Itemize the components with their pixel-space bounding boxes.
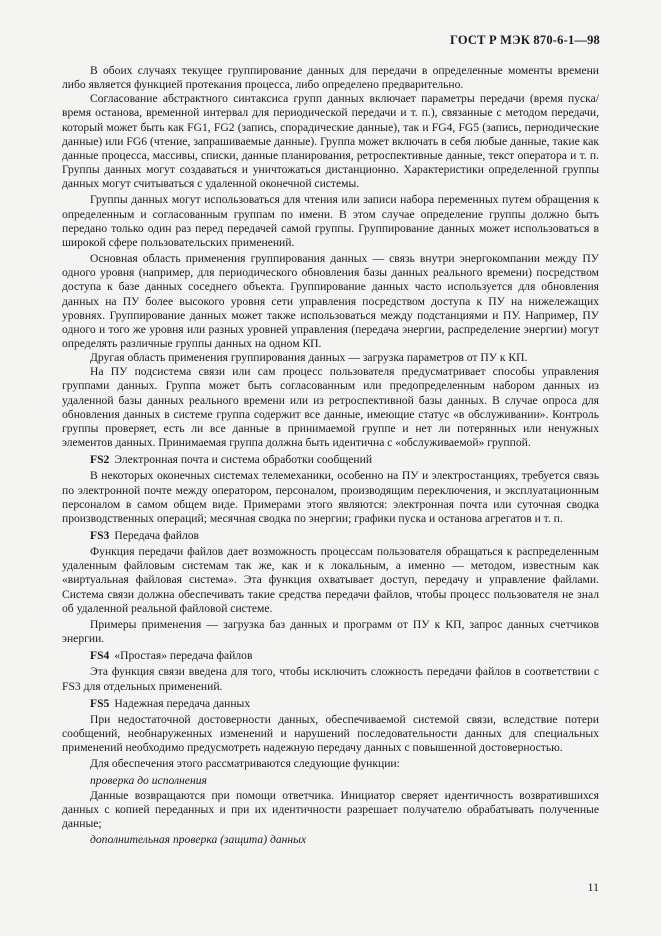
paragraph: Согласование абстрактного синтаксиса групп данных включает параметры передачи (время пуска/время останова, временной интервал для периодической передачи и т. п.), связанные с методом передачи, который может быть как FG1, FG2 (запись, спорадические данные), так и FG4, FG5 (запись, периодические данные) или FG6 (чтение, запрашиваемые данные). Группа может включать в себя любые данные, такие как данные процесса, массивы, списки, данные планирования, ретроспективные данные, текст оператора и т. п. Группы данных могут создаваться и уничтожаться дистанционно. Характеристики определенной группы данных могут считываться с удаленной оконечной системы. [62,92,599,191]
section-heading-fs2 [62,453,599,467]
paragraph: Примеры применения — загрузка баз данных и программ от ПУ к КП, запрос данных счетчиков энергии. [62,617,599,646]
section-title: Электронная почта и система обработки сообщений [114,453,373,467]
section-title: Надежная передача данных [114,696,251,710]
section-code: FS2 [90,453,110,467]
section-title: Передача файлов [114,529,200,542]
section-title: «Простая» передача файлов [114,649,253,663]
paragraph: Основная область применения группирования данных — связь внутри энергокомпании между ПУ одного уровня (например, для периодического обновления базы данных реального времени) посредством доступа к базе данных соседнего объекта. Группирование данных часто используется для обновления данных на ПУ более высокого уровня сети управления посредством доступа к ПУ на нижележащих уровнях. Группирование данных может также использоваться между подстанциями и ПУ. Например, ПУ одного и того же уровня или разных уровней управления (передача энергии, распределение энергии) могут определять различные группы данных на одном КП. [62,252,599,350]
document-code-header: ГОСТ Р МЭК 870-6-1—98 [449,33,600,47]
paragraph: Другая область применения группирования данных — загрузка параметров от ПУ к КП. [90,351,528,365]
paragraph: В обоих случаях текущее группирование данных для передачи в определенные моменты времени либо является функцией протекания процесса, либо определено предварительно. [62,64,599,92]
paragraph: Данные возвращаются при помощи ответчика. Инициатор сверяет идентичность возвратившихся данных с копией переданных и при их идентичности разрешает получателю обрабатывать полученные данные; [62,788,599,830]
section-heading-fs3 [62,529,599,543]
paragraph: На ПУ подсистема связи или сам процесс пользователя предусматривает способы управления группами данных. Группа может быть согласованным или предопределенным набором данных из удаленной базы данных реального времени или из ретроспективной базы данных. В случае опроса для обновления данных в системе группа содержит все данные, имеющие статус «в обслуживании». Контроль группы проверяет, есть ли все данные в принимаемой группе и нет ли потерянных или ненужных элементов данных. Принимаемая группа должна быть идентична с «обслуживаемой» группой. [62,365,599,450]
paragraph: Группы данных могут использоваться для чтения или записи набора переменных путем обращения к определенным и согласованным группам по имени. В этом случае определение группы должно быть передано только один раз перед передачей самой группы. Группирование данных может использоваться в широкой сфере пользовательских применений. [62,193,599,249]
italic-subheading: дополнительная проверка (защита) данных [90,833,307,847]
paragraph: Эта функция связи введена для того, чтобы исключить сложность передачи файлов в соответствии с FS3 для отдельных применений. [62,665,599,693]
page-number: 11 [587,880,599,894]
paragraph: Для обеспечения этого рассматриваются следующие функции: [90,757,400,771]
section-heading-fs5 [62,697,599,711]
section-code: FS4 [90,649,110,663]
section-code: FS5 [90,696,110,710]
paragraph: Функция передачи файлов дает возможность процессам пользователя обращаться к распределенным удаленным файловым системам так же, как и к локальным, а именно — методом, известным как «виртуальная файловая система». Эта функция охватывает доступ, передачу и управление файлами. Система связи должна обеспечивать такие средства передачи файлов, чтобы процесс пользователя не знал об удаленной реальной файловой системе. [62,545,599,615]
italic-subheading: проверка до исполнения [90,773,207,787]
section-heading-fs4 [62,649,599,663]
paragraph: В некоторых оконечных системах телемеханики, особенно на ПУ и электростанциях, требуется связь по электронной почте между оператором, персоналом, производящим переключения, и эксплуатационным персоналом в самом общем виде. Примерами этого являются: электронная почта или суточная сводка производственных операций; месячная сводка по энергии; графики пуска и останова агрегатов и т. п. [62,469,599,525]
section-code: FS3 [90,529,110,542]
page-body [62,64,599,848]
paragraph: При недостаточной достоверности данных, обеспечиваемой системой связи, вследствие потери сообщений, необнаруженных изменений и нарушений последовательности данных для специальных применений необходимо предусмотреть надежную передачу данных с повышенной достоверностью. [62,712,599,755]
